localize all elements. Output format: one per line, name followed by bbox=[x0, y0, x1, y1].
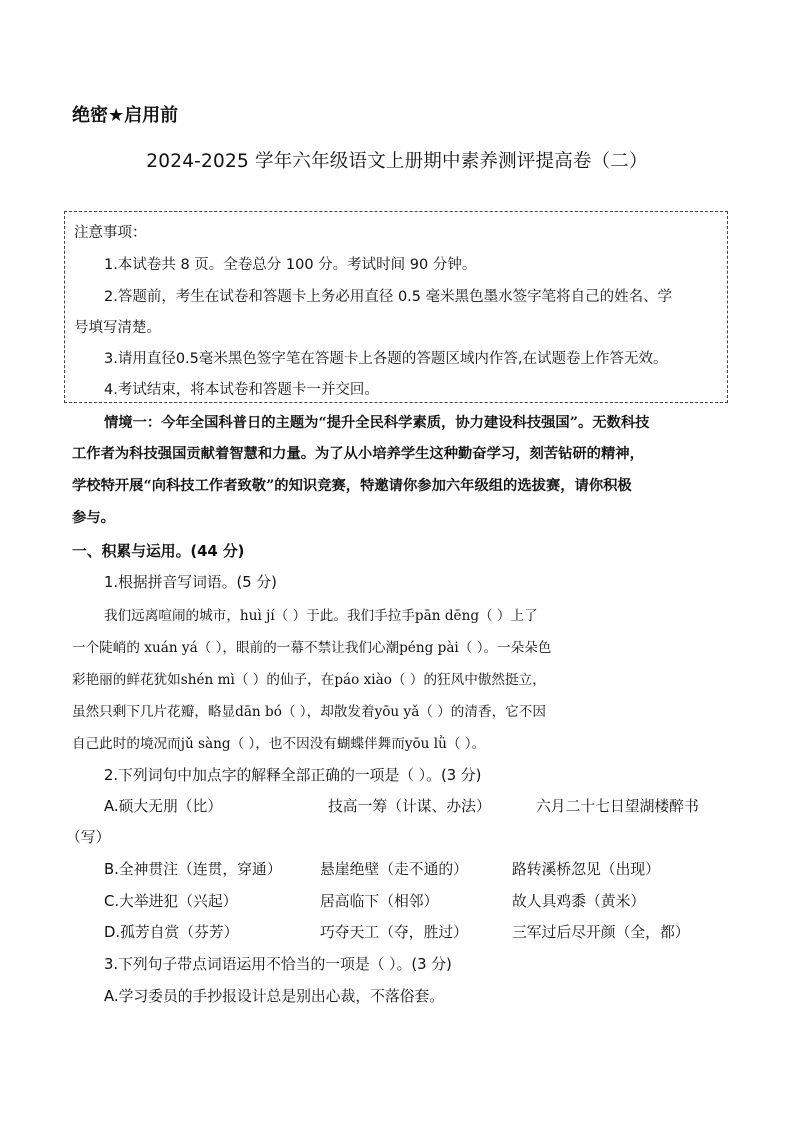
notice-item: 1.本试卷共 8 页。全卷总分 100 分。考试时间 90 分钟。 bbox=[104, 257, 477, 273]
exam-title: 2024-2025 学年六年级语文上册期中素养测评提高卷（二） bbox=[146, 151, 648, 172]
q2-option-b-2: 悬崖绝壁（走不通的） bbox=[320, 861, 468, 878]
question-stem: 3.下列句子带点词语运用不恰当的一项是（ ）。(3 分) bbox=[104, 956, 452, 973]
q2-option-d-1: D.孤芳自赏（芬芳） bbox=[104, 924, 239, 941]
scenario-line: 情境一：今年全国科普日的主题为“提升全民科学素质，协力建设科技强国”。无数科技 bbox=[104, 415, 650, 431]
q2-option-a-2: 技高一筹（计谋、办法） bbox=[328, 798, 491, 815]
q2-option-d-2: 巧夺天工（夺，胜过） bbox=[320, 924, 468, 941]
notice-item: 4.考试结束，将本试卷和答题卡一并交回。 bbox=[104, 382, 379, 398]
notice-item: 号填写清楚。 bbox=[74, 320, 161, 336]
q2-option-b-3: 路转溪桥忽见（出现） bbox=[512, 861, 660, 878]
q2-option-b-1: B.全神贯注（连贯，穿通） bbox=[104, 861, 282, 878]
q2-option-c-1: C.大举进犯（兴起） bbox=[104, 893, 238, 910]
scenario-line: 参与。 bbox=[72, 510, 115, 526]
q2-option-a-1: A.硕大无朋（比） bbox=[104, 798, 223, 815]
notice-box bbox=[64, 211, 728, 403]
notice-heading: 注意事项： bbox=[74, 225, 147, 241]
q1-line: 我们远离喧闹的城市，huì jí（ ）于此。我们手拉手pān dēng（ ）上了 bbox=[104, 608, 538, 624]
q1-line: 虽然只剩下几片花瓣，略显dān bó（ ），却散发着yōu yǎ（ ）的清香，它不因 bbox=[72, 704, 546, 720]
section-heading: 一、积累与运用。(44 分) bbox=[72, 543, 245, 560]
notice-item: 2.答题前，考生在试卷和答题卡上务必用直径 0.5 毫米黑色墨水签字笔将自己的姓名、学 bbox=[104, 289, 673, 305]
q2-option-c-3: 故人具鸡黍（黄米） bbox=[512, 893, 646, 910]
secret-label: 绝密★启用前 bbox=[72, 105, 179, 126]
q2-option-a-3: 六月二十七日望湖楼醉书 bbox=[536, 798, 699, 815]
q1-line: 自己此时的境况而jǔ sàng（ ），也不因没有蝴蝶伴舞而yōu lǜ（ ）。 bbox=[72, 736, 486, 752]
q2-option-a-cont: （写） bbox=[66, 829, 111, 846]
q2-option-d-3: 三军过后尽开颜（全，都） bbox=[512, 924, 690, 941]
notice-item: 3.请用直径0.5毫米黑色签字笔在答题卡上各题的答题区域内作答,在试题卷上作答无效。 bbox=[104, 351, 668, 367]
q2-option-c-2: 居高临下（相邻） bbox=[320, 893, 439, 910]
question-stem: 2.下列词句中加点字的解释全部正确的一项是（ ）。(3 分) bbox=[104, 767, 482, 784]
q1-line: 彩艳丽的鲜花犹如shén mì（ ）的仙子，在páo xiào（ ）的狂风中傲然挺立， bbox=[72, 672, 546, 688]
question-stem: 1.根据拼音写词语。(5 分) bbox=[104, 574, 277, 591]
scenario-line: 工作者为科技强国贡献着智慧和力量。为了从小培养学生这种勤奋学习，刻苦钻研的精神， bbox=[72, 446, 644, 462]
q1-line: 一个陡峭的 xuán yá（ ），眼前的一幕不禁让我们心潮péng pài（ ）。一朵朵色 bbox=[72, 640, 552, 656]
q3-option-a: A.学习委员的手抄报设计总是别出心裁，不落俗套。 bbox=[104, 988, 445, 1005]
scenario-line: 学校特开展“向科技工作者致敬”的知识竞赛，特邀请你参加六年级组的选拔赛，请你积极 bbox=[72, 478, 632, 494]
